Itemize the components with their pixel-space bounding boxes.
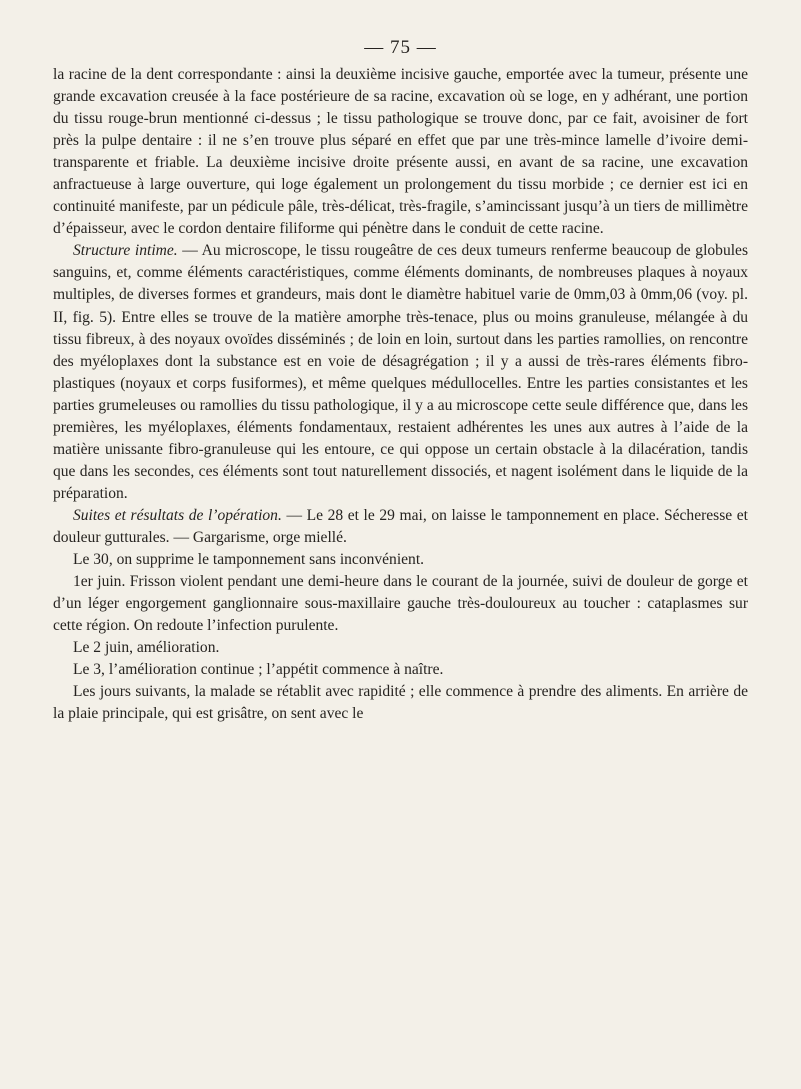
paragraph-text: Le 3, l’amélioration continue ; l’appétit commence à naître. bbox=[73, 661, 444, 679]
paragraph-june-1 bbox=[53, 571, 748, 637]
paragraph-tumor-description bbox=[53, 64, 748, 240]
section-lead-structure: Structure intime. bbox=[73, 242, 178, 260]
section-lead-suites: Suites et résultats de l’opération. bbox=[73, 506, 282, 524]
paragraph-text: Le 2 juin, amélioration. bbox=[73, 639, 220, 657]
paragraph-following-days bbox=[53, 681, 748, 725]
paragraph-text: Les jours suivants, la malade se rétablit avec rapidité ; elle commence à prendre des aliments. En arrière de la plaie principale, qui est grisâtre, on sent avec le bbox=[53, 683, 748, 723]
paragraph-text: la racine de la dent correspondante : ainsi la deuxième incisive gauche, emportée avec la tumeur, présente une grande excavation creusée à la face postérieure de sa racine, excavation où se loge, en y adhérant, une portion du tissu rouge-brun mentionné ci-dessus ; le tissu pathologique se trouve donc, par ce fait, avoisiner de fort près la pulpe dentaire : il ne s’en trouve plus séparé en effet que par une très-mince lamelle d’ivoire demi-transparente et friable. La deuxième incisive droite présente aussi, en avant de sa racine, une excavation anfractueuse à large ouverture, qui loge également un prolongement du tissu morbide ; ce dernier est ici en continuité manifeste, par un pédicule pâle, très-délicat, très-fragile, s’amincissant jusqu’à un tiers de millimètre d’épaisseur, avec le cordon dentaire filiforme qui pénètre dans le conduit de cette racine. bbox=[53, 66, 748, 238]
paragraph-text: — Le 28 et le 29 mai, on laisse le tamponnement en place. Sécheresse et douleur gutturales. — Gargarisme, orge miellé. bbox=[53, 506, 749, 546]
paragraph-suites-operation bbox=[53, 505, 748, 549]
paragraph-june-3 bbox=[53, 659, 748, 681]
page-number: — 75 — bbox=[364, 37, 437, 58]
paragraph-text: — Au microscope, le tissu rougeâtre de ces deux tumeurs renferme beaucoup de globules sanguins, et, comme éléments caractéristiques, comme éléments dominants, de nombreuses plaques à noyaux multiples, de diverses formes et grandeurs, mais dont le diamètre habituel varie de 0mm,03 à 0mm,06 (voy. pl. II, fig. 5). Entre elles se trouve de la matière amorphe très-tenace, plus ou moins granuleuse, mélangée à du tissu fibreux, à des noyaux ovoïdes disséminés ; de loin en loin, surtout dans les parties ramollies, on rencontre des myéloplaxes dont la substance est en voie de désagrégation ; il y a aussi de très-rares éléments fibro-plastiques (noyaux et corps fusiformes), et même quelques médullocelles. Entre les parties consistantes et les parties grumeleuses ou ramollies du tissu pathologique, il y a au microscope cette seule différence que, dans les premières, les myéloplaxes, éléments fondamentaux, restaient adhérentes les unes aux autres à l’aide de la matière unissante fibro-granuleuse qui les entoure, ce qui oppose un certain obstacle à la dilacération, tandis que dans les secondes, ces éléments sont tout naturellement dissociés, et nagent isolément dans le liquide de la préparation. bbox=[53, 242, 748, 502]
paragraph-june-2 bbox=[53, 637, 748, 659]
paragraph-text: 1er juin. Frisson violent pendant une demi-heure dans le courant de la journée, suivi de douleur de gorge et d’un léger engorgement ganglionnaire sous-maxillaire gauche très-douloureux au toucher : cataplasmes sur cette région. On redoute l’infection purulente. bbox=[53, 573, 748, 635]
paragraph-day-30 bbox=[53, 549, 748, 571]
paragraph-text: Le 30, on supprime le tamponnement sans inconvénient. bbox=[73, 551, 425, 569]
paragraph-structure-intime bbox=[53, 240, 748, 505]
